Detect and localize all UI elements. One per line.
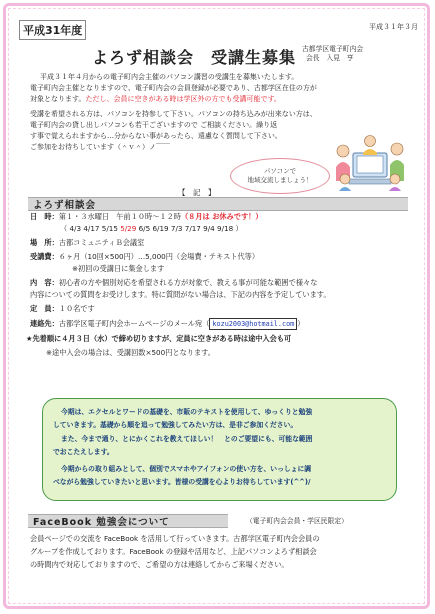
notes-heading: 【 記 】	[178, 188, 216, 197]
deadline-notice: ★先着順に４月３日（水）で締め切りますが、定員に空きがある時は途中入会も可	[26, 334, 292, 343]
fee-text: ６ヶ月（10回×500円）…5,000円（会場費・テキスト代等）	[58, 252, 260, 261]
contact-text: 古都学区電子町内会ホームページのメール宛（	[58, 319, 210, 328]
intro-line-3	[30, 94, 410, 104]
capacity-label: 定 員：	[30, 304, 59, 313]
intro-line-2: 電子町内会主催となりますので、電子町内会の会員登録が必要であり、古都学区在住の方が	[30, 84, 317, 92]
capacity-text: １０名です	[58, 304, 95, 313]
content-line-1: 初心者の方や個別対応を希望される方が対象で、教える事が可能な範囲で様々な	[58, 278, 318, 287]
facebook-line-2: グループを作成しております。FaceBook の登録や活用など、上記パソコンよろず相談会	[30, 547, 317, 556]
intro-highlight: ただし、会員に空きがある時は学区外の方でも受講可能です。	[85, 95, 281, 103]
intro-line-5: 電子町内会の貸し出しパソコンも若干ございますので ご相談ください。繰り返	[30, 121, 278, 129]
facebook-line-1: 会員ページでの交流を FaceBook を活用して行っていきます。古都学区電子町内会会員の	[30, 534, 320, 543]
fee-note: ※初回の受講日に集金します	[72, 264, 165, 273]
schedule-dates	[60, 224, 243, 234]
dates-part-1: （ 4/3 4/17 5/15	[60, 224, 121, 233]
section-title-yorozu: よろず相談会	[33, 200, 97, 211]
dates-part-2: 6/5 6/19 7/3 7/17 9/4 9/18 ）	[136, 224, 243, 233]
organization-name: 古都学区電子町内会	[302, 45, 364, 53]
intro-line-3-start: 対象となります。	[30, 95, 86, 103]
capacity-row	[30, 304, 95, 314]
schedule-row	[30, 212, 263, 222]
place-label: 場 所：	[30, 238, 59, 247]
intro-line-7: ご参加をお待ちしています（＾ｖ＾）ノ￣￣	[30, 143, 170, 151]
dates-highlight: 5/29	[120, 224, 137, 233]
year-badge: 平成31年度	[19, 20, 86, 40]
fee-row	[30, 252, 259, 262]
note-line-5: 今期からの取り組みとして、個別でスマホやアイフォンの使い方を、いっしょに調	[61, 465, 312, 473]
content-row	[30, 278, 317, 288]
fee-label: 受講費：	[30, 252, 59, 261]
note-line-2: していきます。基礎から順を追って勉強してみたい方は、是非ご参加ください。	[53, 421, 298, 429]
bubble-line-1: パソコンで	[263, 167, 297, 175]
intro-line-1: 平成３１年４月からの電子町内会主催のパソコン講習の受講生を募集いたします。	[40, 73, 299, 81]
note-line-6: べながら勉強していきたいと思います。皆様の受講を心よりお待ちしています(^^)/	[53, 478, 311, 486]
place-text: 古都コミュニティＢ会議室	[58, 238, 145, 247]
schedule-text: 第１・３水曜日 午前１０時〜１２時	[58, 212, 181, 221]
bubble-line-2: 地域交流しましょう！	[247, 176, 313, 184]
contact-end: ）	[297, 319, 305, 328]
facebook-line-3: の時間内で対応しておりますので、ご希望の方は連絡してからご来場ください。	[30, 560, 289, 569]
schedule-label: 日 時：	[30, 212, 59, 221]
august-holiday-note: （８月は お休みです！）	[180, 212, 263, 221]
intro-line-6: す事で覚えられますから…分からない事があったら、遠慮なく質問して下さい。	[30, 132, 282, 140]
issue-date: 平成３１年３月	[369, 23, 418, 31]
note-line-3: また、今まで通り、とにかくこれを教えてほしい！ とのご要望にも、可能な範囲	[61, 435, 313, 443]
contact-label: 連絡先：	[30, 319, 59, 328]
speech-bubble	[230, 158, 330, 194]
note-line-1: 今期は、エクセルとワードの基礎を、市販のテキストを使用して、ゆっくりと勉強	[61, 408, 313, 416]
course-info-box	[42, 398, 397, 501]
place-row	[30, 238, 144, 248]
people-with-computer-illustration	[331, 133, 409, 193]
contact-email-link[interactable]: kozu2003@hotmail.com	[209, 318, 297, 330]
deadline-note: ※途中入会の場合は、受講回数×500円となります。	[46, 348, 215, 357]
contact-row	[30, 318, 304, 330]
section-title-facebook: FaceBook 勉強会について	[33, 517, 170, 528]
intro-line-4: 受講を希望される方は、パソコンを持参して下さい。パソコンの持ち込みが出来ない方は、	[30, 110, 317, 118]
note-line-4: でおこたえします。	[53, 448, 114, 456]
page-title: よろず相談会 受講生募集	[92, 48, 297, 67]
facebook-eligibility-note: （電子町内会会員・学区民限定）	[246, 517, 348, 525]
content-line-2: 内容についての質問をお受けします。特に質問がない場合は、下記の内容を予定しています。	[30, 290, 331, 299]
content-label: 内 容：	[30, 278, 59, 287]
chairman-name: 会長 入見 亨	[306, 54, 354, 62]
